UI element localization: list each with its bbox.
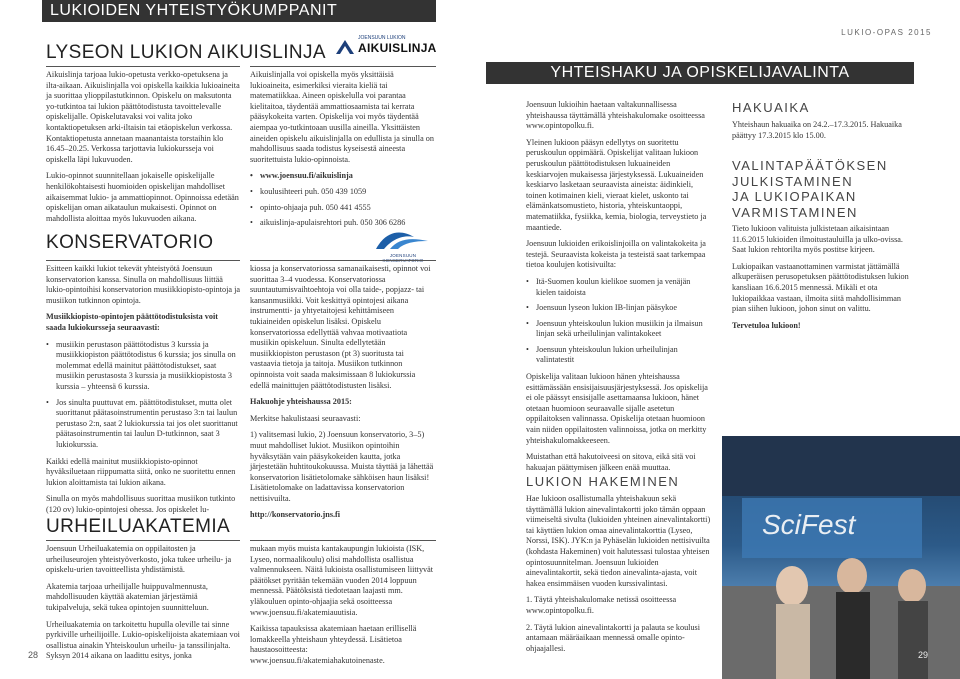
urheilu-paragraph: Joensuun Urheiluakatemia on oppilaitosten ja urheiluseurojen yhteistyöverkosto, joka tukee urheilu- ja opiskelu-urien tavoitteellista yhdistämistä. [46, 544, 232, 575]
hakuaika-title: HAKUAIKA [732, 100, 810, 115]
list-item: • Joensuun yhteiskoulun lukion musiikin ja ilmaisun linjan sekä urheilulinjan valintakokeet [526, 319, 712, 340]
konservatorio-paragraph: Sinulla on myös mahdollisuus suorittaa musiikon tutkinto (120 ov) lukio-opintojesi ohessa. Jos opiskelet lu- [46, 494, 236, 514]
divider [46, 260, 240, 261]
title-line: JA LUKIOPAIKAN [732, 189, 857, 204]
list-item: • Jos sinulta puuttuvat em. päättötodistukset, mutta olet suorittanut päätasoinstrumentin perustaso 3:n tai laulun perustaso 2:n, saat 2 lukiokurssia tai jos olet suorittanut päätasoinstrumentin tai laulun D-tutkinnon, saat 3 lukiokurssia. [46, 398, 240, 451]
hakeminen-step: 1. Täytä yhteishakulomake netissä osoitteessa www.opintopolku.fi. [526, 595, 677, 615]
urheilu-paragraph: Kaikissa tapauksissa akatemiaan haetaan erillisellä lomakkeella yhteishaun yhteydessä. Lisätietoa haustaosoitteesta: www.joensuu.fi/akatemiahakutoinenaste. [250, 624, 417, 665]
hakuaika-paragraph: Yhteishaun hakuaika on 24.2.–17.3.2015. Hakuaika päättyy 17.3.2015 klo 15.00. [732, 120, 902, 140]
konservatorio-paragraph: 1) valitsemasi lukio, 2) Joensuun konservatorio, 3–5) muut mahdolliset lukiot. Musiikon opintoihin hyväksytään vain pääsykokeiden kautta, jotka järjestetään huhtitoukokuussa. Muista täyttää ja lähettää konservatorion lisätietolomake sähköisen haun lisäksi! Lisätietolomake on ladattavissa konservatorion nettisivuilta. [250, 430, 434, 503]
konservatorio-link[interactable]: http://konservatorio.jns.fi [250, 510, 341, 520]
left-page [0, 0, 474, 679]
konservatorio-paragraph: Esitteen kaikki lukiot tekevät yhteistyötä Joensuun konservatorion kanssa. Sinulla on mahdollisuus liittää lukio-opintoihisi konservatorion musiikkiopisto-opintoja ja musiikon tutkinnon opintoja. [46, 264, 240, 305]
list-item: • Joensuun lyseon lukion IB-linjan pääsykoe [526, 303, 712, 314]
konservatorio-logo [370, 227, 436, 261]
urheiluakatemia-column-1 [46, 544, 240, 668]
divider [46, 66, 240, 67]
aikuislinja-logo-text: AIKUISLINJA [358, 41, 437, 55]
list-item: • musiikin perustason päättötodistus 3 kurssia ja musiikkiopiston päättötodistus 6 kurssia; jos sinulla on molemmat edellä mainitut päättötodistukset, saat musiikin perustasosta 3 kurssia ja musiikkiopistosta 3 kurssia – yhteensä 6 kurssia. [46, 340, 240, 393]
scifest-sign: SciFest [762, 509, 856, 540]
section-band-header: LUKIOIDEN YHTEISTYÖKUMPPANIT [42, 0, 436, 22]
running-header: LUKIO-OPAS 2015 [841, 28, 932, 37]
urheiluakatemia-title: URHEILUAKATEMIA [46, 516, 231, 537]
aikuislinja-logo [334, 34, 437, 60]
hakeminen-step: 2. Täytä lukion ainevalintakortti ja palauta se koulusi antamaan määräaikaan mennessä omalle opinto-ohjaajallesi. [526, 622, 701, 653]
list-item: • Itä-Suomen koulun kielikoe suomen ja venäjän kielen taidoista [526, 277, 712, 298]
aikuislinja-paragraph: Lukio-opinnot suunnitellaan jokaiselle opiskelijalle henkilökohtaisesti huomioiden opiskelijan mahdolliset aikaisemmat lukio- ja ammattiopinnot. Opinnoissa edetään opiskelijan oman aikataulun mukaisesti. Opinnot on mahdollista aloittaa myös lukuvuoden aikana. [46, 171, 239, 223]
konservatorio-subheading: Hakuohje yhteishaussa 2015: [250, 397, 352, 407]
konservatorio-logo-text: JOENSUUN [389, 253, 417, 258]
yhteishaku-paragraph: Joensuun lukioihin haetaan valtakunnallisessa yhteishaussa täyttämällä yhteishakulomake osoitteessa www.opintopolku.fi. [526, 100, 705, 131]
scifest-photo-illustration [722, 436, 960, 679]
section-band-header: YHTEISHAKU JA OPISKELIJAVALINTA [486, 62, 914, 84]
contact-item: • opinto-ohjaaja puh. 050 441 4555 [250, 203, 436, 214]
contact-item: • aikuislinja-apulaisrehtori puh. 050 306 6286 [250, 218, 436, 229]
divider [250, 260, 436, 261]
konservatorio-column-2 [250, 264, 436, 527]
aikuislinja-link[interactable]: • www.joensuu.fi/aikuislinja [250, 171, 436, 182]
konservatorio-logo-icon [370, 227, 436, 253]
yhteishaku-paragraph: Yleinen lukioon pääsyn edellytys on suoritettu peruskoulun oppimäärä. Opiskelijat valitaan lukioon peruskoulun päättötodistuksen lukuaineiden keskiarvojen mukaisessa järjestyksessä. Lukuaineiden keskiarvo lasketaan seuraavista aineista: äidinkieli, toinen kotimainen kieli, vieraat kielet, uskonto tai elämänkatsomustieto, historia, yhteiskuntaoppi, matematiikka, fysiikka, kemia, biologia, terveystieto ja maantiede. [526, 137, 707, 232]
title-line: VARMISTAMINEN [732, 204, 858, 220]
yhteishaku-paragraph: Opiskelija valitaan lukioon hänen yhteishaussa esittämässään ensisijaisuusjärjestyksessä. Jos opiskelija ei ole päässyt ensisijalle asettamaansa lukioon, hänet otetaan huomioon seuraavalle sijalle asetetun oppilaitoksen valinnassa. Opiskelija otetaan huomioon vain niiden oppilaitosten valinnoissa, jotka on merkitty yhteishakulomakkeeseen. [526, 372, 708, 445]
page-number: 28 [28, 650, 39, 660]
konservatorio-paragraph: kiossa ja konservatoriossa samanaikaisesti, opinnot voi suorittaa 3–4 vuodessa. Konservatoriossa suuntautumisvaihtoehtoja voi olla taide-, popjazz- tai kansanmusiikki. Voit keskittyä opintojesi aikana instrumentti- ja yhtyetaitojesi kehittämiseen tukiaineiden opiskelun lisäksi. Opiskelu konservatoriossa edellyttää vahvaa motivaatiota musiikin opiskeluun. Sinulta edellytetään musiikkiopiston perustason (pt 3) suoritusta tai vastaavia tietoja ja taitoja. Musiikon tutkinnon opinnoista voit saada maksimissaan 8 lukiokurssia edellä mainittujen päättötodistusten lisäksi. [250, 264, 431, 390]
aikuislinja-column-2 [250, 70, 436, 235]
yhteishaku-paragraph: Joensuun lukioiden erikoislinjoilla on valintakokeita ja testejä. Seuraavista kokeista ja testeistä saat tarkempaa tietoa koulujen kotisivuilta: [526, 239, 706, 270]
konservatorio-list [46, 340, 240, 451]
aikuislinja-column-1 [46, 70, 240, 230]
list-item: • Joensuun yhteiskoulun lukion urheilulinjan valintatestit [526, 345, 712, 366]
urheilu-paragraph: mukaan myös muista kantakaupungin lukioista (ISK, Lyseo, normaalikoulu) olisi mahdollista osallistua valmennukseen. Näitä lukioista osallistumiseen liittyvät päätökset pyritään tekemään vuoden 2014 loppuun mennessä. Päätöksistä tiedotetaan laajasti mm. yläkouluen opinto-ohjaajia sekä osoitteessa www.joensuu.fi/akatemiauutisia. [250, 544, 434, 617]
hakeminen-text [526, 494, 712, 660]
konservatorio-paragraph: Merkitse hakulistaasi seuraavasti: [250, 413, 361, 423]
aikuislinja-paragraph: Aikuislinja tarjoaa lukio-opetusta verkko-opetuksena ja ilta-aikaan. Aikuislinjalla voi opiskella kaikkia lukioaineita ja suorittaa ylioppilastutkinnon. Opiskelu on maksutonta yo-tutkintoa tai lukion päättötodistusta tavoittelevalle opiskelijalle. Opiskelutavaksi voi valita joko kontaktiopetuksen arki-iltaisin tai etäopiskelun verkossa. Kontaktiopetusta annetaan maanantaista torstaihin klo 16.45–20.25. Verkossa tarjottavia lukiokursseja voi opiskella läpi lukuvuoden. [46, 70, 240, 164]
divider [46, 540, 240, 541]
yhteishaku-paragraph: Muistathan että hakutoiveesi on sitova, eikä sitä voi hakuajan päättymisen jälkeen enää muuttaa. [526, 452, 696, 472]
konservatorio-subheading: Musiikkiopisto-opintojen päättötodistuksista voit saada lukiokursseja seuraavasti: [46, 312, 218, 332]
konservatorio-column-1 [46, 264, 240, 521]
aikuislinja-logo-top: JOENSUUN LUKION [358, 35, 406, 41]
lyseon-title: LYSEON LUKION AIKUISLINJA [46, 42, 326, 63]
divider [250, 540, 436, 541]
welcome-text: Tervetuloa lukioon! [732, 320, 801, 330]
valintapaatos-title [732, 158, 888, 220]
page-number: 29 [918, 650, 929, 660]
scifest-photo [722, 436, 960, 679]
urheiluakatemia-column-2 [250, 544, 436, 673]
aikuislinja-paragraph: Aikuislinjalla voi opiskella myös yksittäisiä lukioaineita, esimerkiksi vieraita kieliä tai matematiikkaa. Aineen opiskelulla voi parantaa kielitaitoa, täydentää ammattiosaamista tai kerrata pääsykokeita varten. Opiskelija voi myös täydentää aiempaa yo-tutkintoaan uusilla aineilla. Yksittäisten aineiden opiskelu aikuislinjalla on edullista ja sinulla on mahdollisuus saada todistus kyseisestä aineesta suoritettuista lukio-opinnoista. [250, 70, 434, 164]
valintakoe-list [526, 277, 712, 366]
yhteishaku-column-1 [526, 100, 712, 479]
valinta-paragraph: Lukiopaikan vastaanottaminen varmistat jättämällä alkuperäisen perusopetuksen päättötodistuksen lukion kansliaan 16.6.2015 mennessä. Mikäli et ota lukiopaikkaa vastaan, ilmoita siitä mahdollisimman pian siihen lukioon, johon sinut on valittu. [732, 261, 909, 314]
hakeminen-paragraph: Hae lukioon osallistumalla yhteishakuun sekä täyttämällä lukion ainevalintakortti joko tämän oppaan viimeiseltä sivulta (lukioiden yhteinen ainevalintakortti) tai käyttäen lukion omaa ainevalintakorttia (Lyseo, Norssi, ISK). JYK:n ja Pyhäselän lukioiden nettisivuilta (kohdasta Hakeminen) voit halutessasi tulostaa yhteisen opintosuunnitelman. Joensuun lukioiden ainevalintakortit, sekä tiedon ainevalinta-ajasta, voit hakea ensimmäisen vuoden kurssivalintasi. [526, 494, 711, 588]
right-page [486, 0, 960, 679]
konservatorio-title: KONSERVATORIO [46, 232, 214, 253]
valinta-paragraph: Tieto lukioon valituista julkistetaan aikaisintaan 11.6.2015 lukioiden ilmoitustauluilla ja ulko-ovissa. Saat lukion rehtorilta myös postitse kirjeen. [732, 224, 903, 255]
contact-item: • koulusihteeri puh. 050 439 1059 [250, 187, 436, 198]
urheilu-paragraph: Akatemia tarjoaa urheilijalle huippuvalmennusta, mahdollisuuden käyttää akatemian järjestämiä tukipalveluja, sekä tukea opintojen suunnitteluun. [46, 581, 209, 612]
hakuaika-text [732, 120, 916, 147]
title-line: VALINTAPÄÄTÖKSEN [732, 158, 888, 173]
hakeminen-title: LUKION HAKEMINEN [526, 474, 680, 489]
divider [250, 66, 436, 67]
valintapaatos-text [732, 224, 916, 337]
title-line: JULKISTAMINEN [732, 173, 854, 189]
aikuislinja-contact-list [250, 171, 436, 228]
aikuislinja-logo-icon [334, 36, 356, 58]
urheilu-paragraph: Urheiluakatemia on tarkoitettu hupulla oleville tai sinne pyrkiville urheilijoille. Lukio-opiskelijoista akatemiaan voi osallistua ainakin Yhteiskoulun urheilu- ja tanssilinjalta. Syksyn 2014 aikana on laadittu esitys, jonka [46, 619, 240, 661]
konservatorio-paragraph: Kaikki edellä mainitut musiikkiopisto-opinnot hyväksiluetaan riippumatta siitä, onko ne suoritettu ennen lukion aloittamista tai lukion aikana. [46, 456, 236, 487]
